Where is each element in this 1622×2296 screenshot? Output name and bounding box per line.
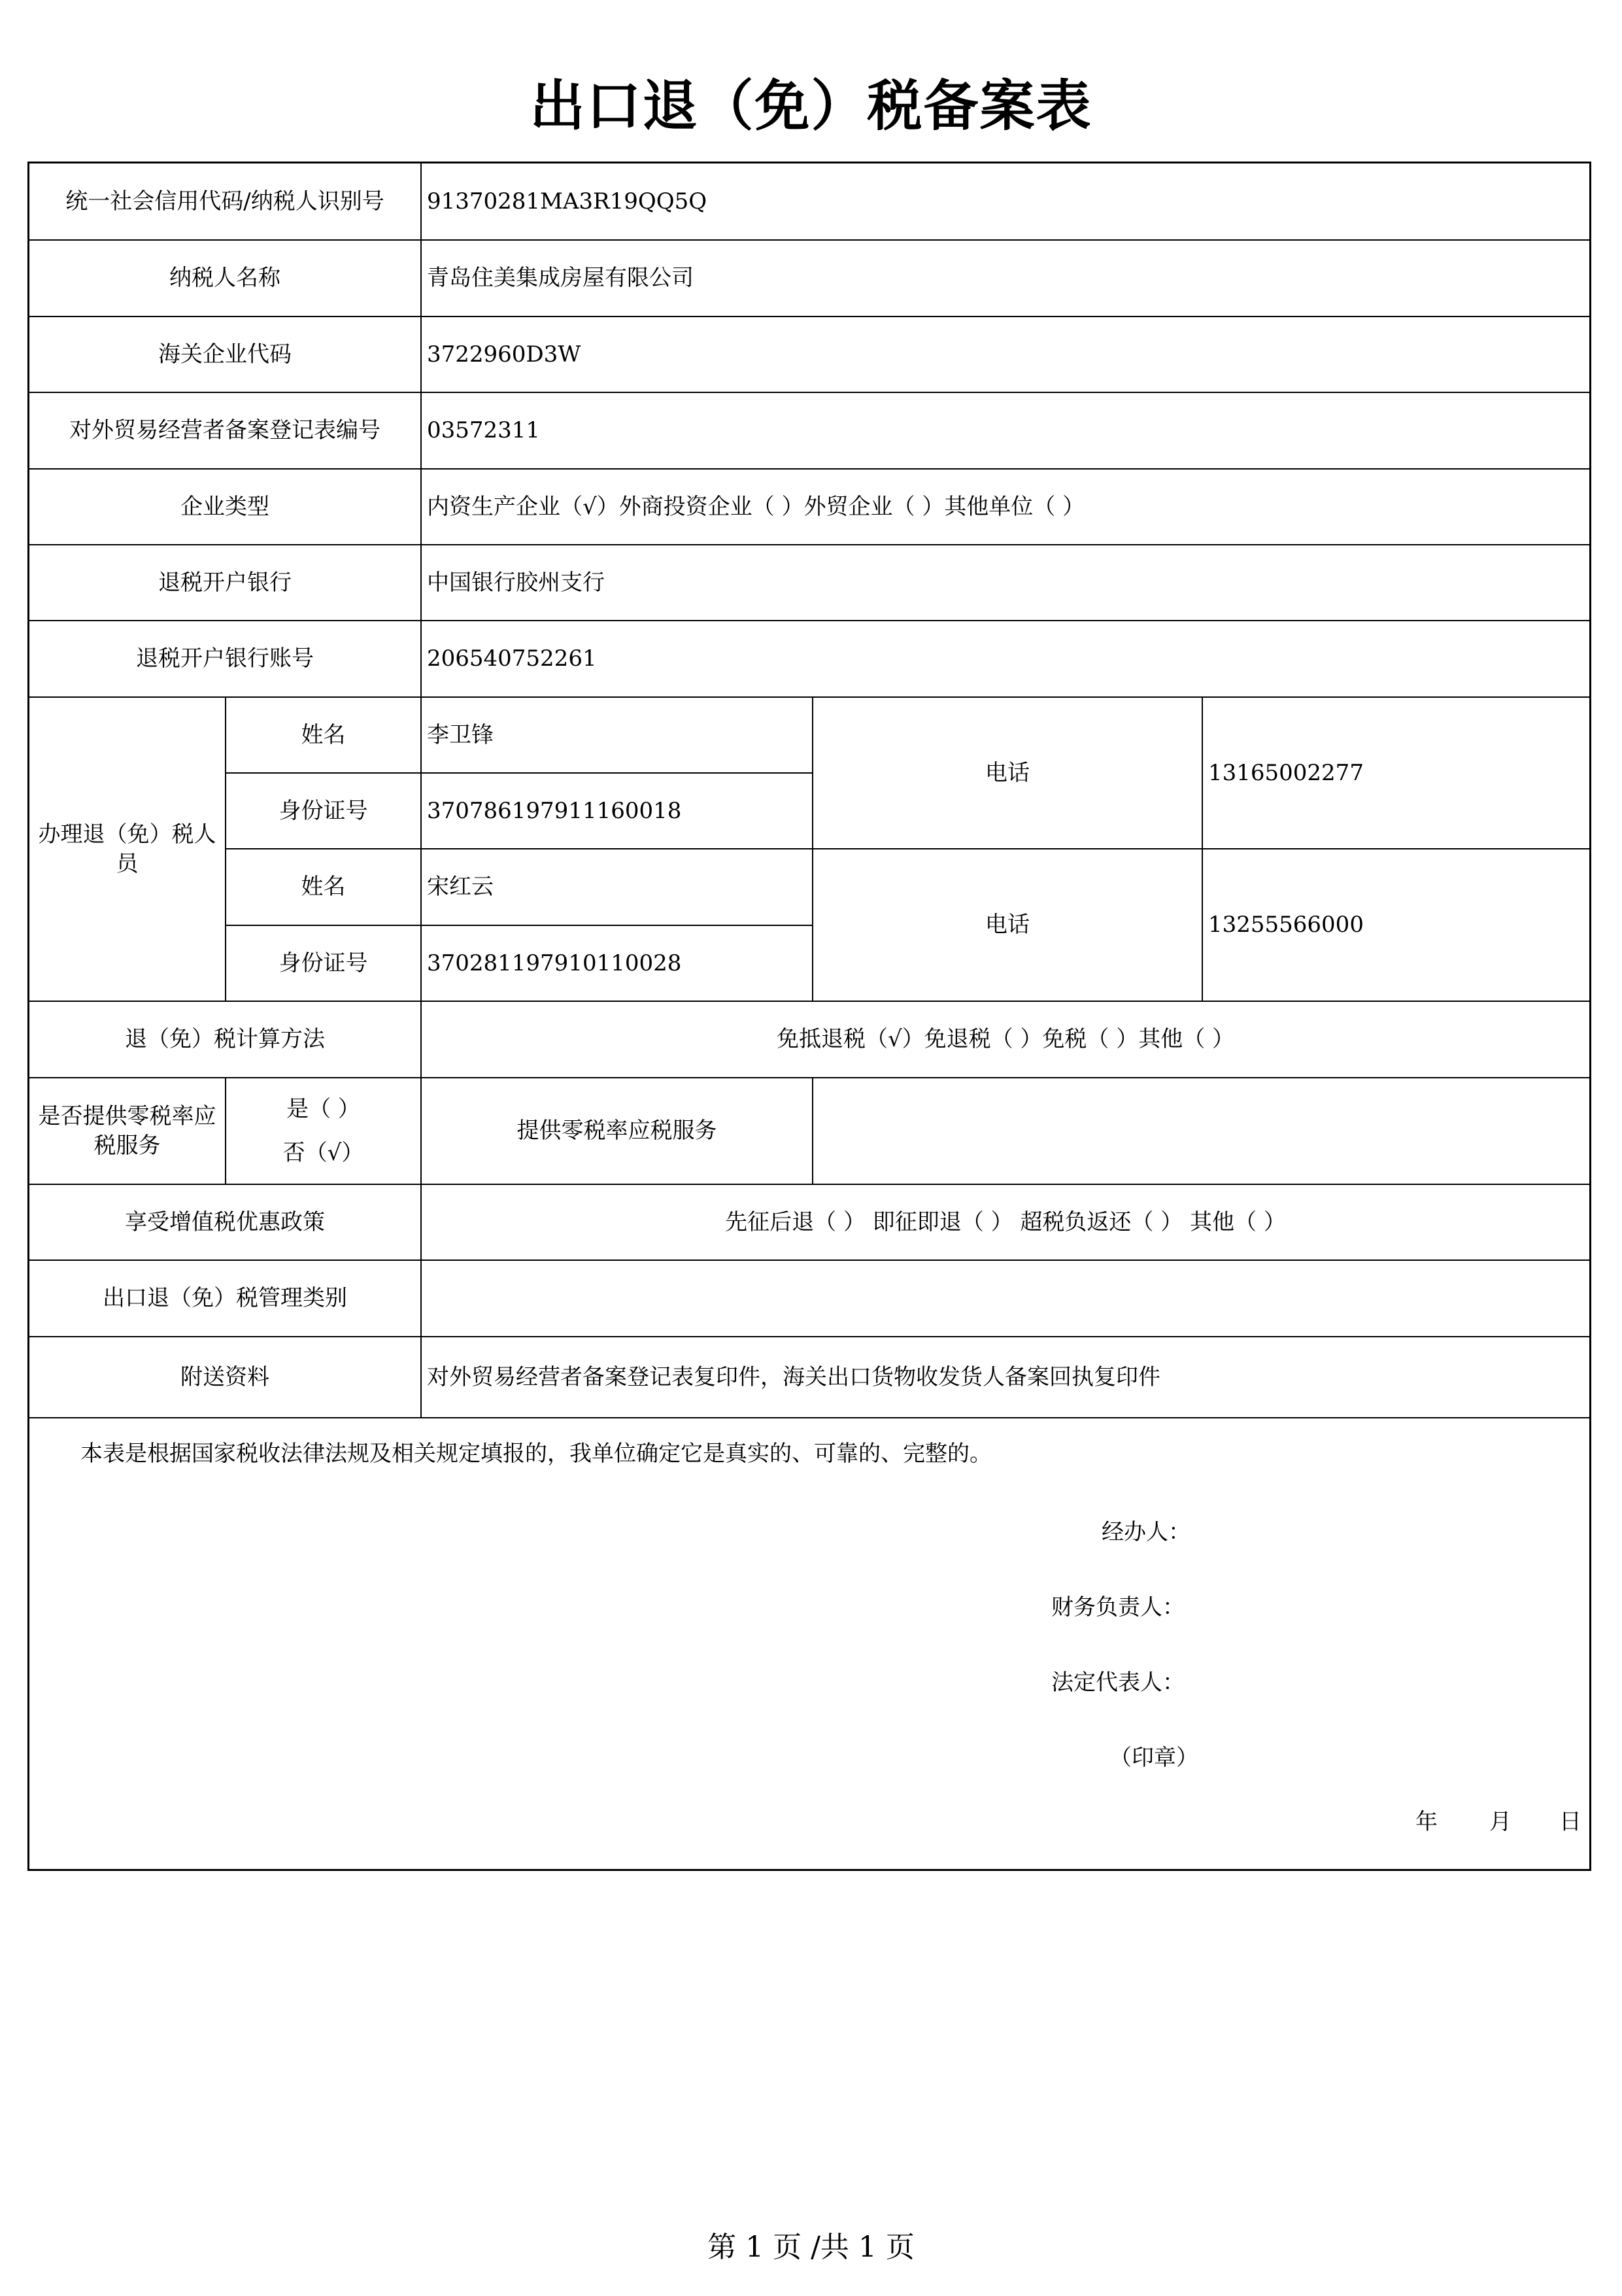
handler-2-phone: 13255566000 bbox=[1208, 912, 1364, 938]
credit-code-label: 统一社会信用代码/纳税人识别号 bbox=[65, 188, 384, 214]
trade-reg-no-label: 对外贸易经营者备案登记表编号 bbox=[69, 417, 380, 444]
zero-rate-yes: 是（ ） bbox=[286, 1096, 360, 1123]
taxpayer-name-value: 青岛住美集成房屋有限公司 bbox=[427, 265, 694, 292]
vat-policy-value: 先征后退（ ） 即征即退（ ） 超税负返还（ ） 其他（ ） bbox=[725, 1208, 1286, 1235]
filing-form-table bbox=[27, 162, 1591, 1871]
customs-code-label: 海关企业代码 bbox=[158, 341, 292, 368]
calc-method-value: 免抵退税（√）免退税（ ）免税（ ）其他（ ） bbox=[776, 1026, 1235, 1053]
finance-signature-label: 财务负责人： bbox=[1051, 1594, 1185, 1620]
customs-code-value: 3722960D3W bbox=[427, 341, 581, 368]
seal-label: （印章） bbox=[1109, 1745, 1198, 1771]
date-month-label: 月 bbox=[1489, 1809, 1512, 1835]
refund-account-label: 退税开户银行账号 bbox=[136, 645, 314, 672]
handler-1-name-label: 姓名 bbox=[301, 721, 346, 748]
handler-2-id: 370281197910110028 bbox=[427, 950, 682, 976]
refund-bank-value: 中国银行胶州支行 bbox=[427, 569, 605, 596]
zero-rate-service-label: 提供零税率应税服务 bbox=[516, 1118, 717, 1144]
declaration-text: 本表是根据国家税收法律法规及相关规定填报的，我单位确定它是真实的、可靠的、完整的。 bbox=[80, 1441, 992, 1467]
handler-2-id-label: 身份证号 bbox=[279, 950, 368, 976]
handler-signature-label: 经办人： bbox=[1102, 1519, 1191, 1545]
handlers-group-label: 办理退（免）税人员 bbox=[38, 821, 216, 877]
zero-rate-label: 是否提供零税率应税服务 bbox=[38, 1103, 216, 1159]
attachments-label: 附送资料 bbox=[180, 1363, 269, 1390]
calc-method-label: 退（免）税计算方法 bbox=[125, 1026, 325, 1053]
handler-1-id: 370786197911160018 bbox=[427, 797, 682, 824]
refund-bank-label: 退税开户银行 bbox=[158, 569, 292, 596]
trade-reg-no-value: 03572311 bbox=[427, 417, 541, 444]
refund-account-value: 206540752261 bbox=[427, 645, 597, 672]
legal-rep-signature-label: 法定代表人： bbox=[1051, 1670, 1185, 1696]
form-title: 出口退（免）税备案表 bbox=[530, 74, 1092, 138]
page-footer: 第 1 页 /共 1 页 bbox=[707, 2231, 915, 2264]
zero-rate-options bbox=[226, 1078, 420, 1184]
handler-2-phone-label: 电话 bbox=[985, 912, 1030, 938]
vat-policy-label: 享受增值税优惠政策 bbox=[125, 1208, 325, 1235]
mgmt-category-value bbox=[422, 1261, 1589, 1336]
date-year-label: 年 bbox=[1415, 1809, 1438, 1835]
handler-1-id-label: 身份证号 bbox=[279, 797, 368, 824]
mgmt-category-label: 出口退（免）税管理类别 bbox=[103, 1285, 347, 1312]
handler-1-phone: 13165002277 bbox=[1208, 759, 1364, 786]
attachments-value: 对外贸易经营者备案登记表复印件，海关出口货物收发货人备案回执复印件 bbox=[427, 1363, 1160, 1390]
credit-code-value: 91370281MA3R19QQ5Q bbox=[427, 188, 707, 214]
zero-rate-no: 否（√） bbox=[282, 1139, 364, 1166]
handler-1-phone-label: 电话 bbox=[985, 759, 1030, 786]
handler-1-name: 李卫锋 bbox=[427, 721, 494, 748]
enterprise-type-label: 企业类型 bbox=[180, 493, 269, 520]
handler-2-name: 宋红云 bbox=[427, 874, 494, 900]
zero-rate-service-value bbox=[813, 1078, 1589, 1184]
enterprise-type-value: 内资生产企业（√）外商投资企业（ ）外贸企业（ ）其他单位（ ） bbox=[427, 493, 1085, 520]
handler-2-name-label: 姓名 bbox=[301, 874, 346, 900]
date-day-label: 日 bbox=[1559, 1809, 1581, 1835]
taxpayer-name-label: 纳税人名称 bbox=[169, 265, 280, 292]
